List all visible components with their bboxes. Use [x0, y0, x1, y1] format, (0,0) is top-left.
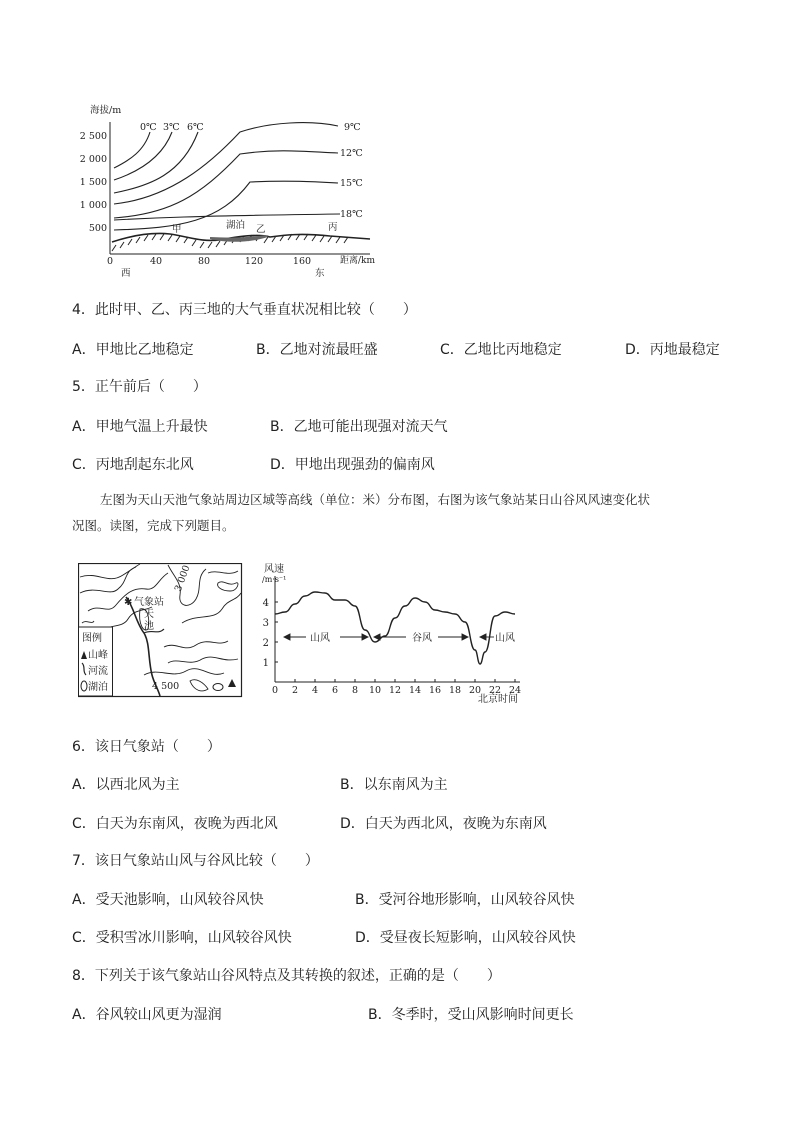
q8-option-a[interactable]: A．谷风较山风更为湿润 — [72, 1007, 222, 1023]
annotation-valley-wind: 谷风 — [412, 633, 432, 644]
contour-label-4500: 4 500 — [152, 681, 180, 692]
wind-speed-line — [275, 592, 515, 664]
x-tick: 120 — [244, 256, 264, 267]
x-axis-label: 距离/km — [340, 256, 376, 266]
y-axis-label: 海拔/m — [90, 105, 122, 116]
x-tick: 0 — [106, 256, 114, 267]
q6-option-c[interactable]: C．白天为东南风，夜晚为西北风 — [72, 816, 278, 832]
lake-name-2: 池 — [144, 621, 154, 632]
y-tick: 1 500 — [79, 177, 107, 188]
question-4-stem: 4．此时甲、乙、丙三地的大气垂直状况相比较（ ） — [72, 302, 417, 318]
x-tick-label: 0 — [271, 685, 279, 696]
terrain-hatching — [112, 234, 348, 251]
isotherm-label: 12℃ — [340, 148, 363, 159]
x-tick-label: 4 — [311, 685, 319, 696]
isotherm-label: 15℃ — [340, 178, 363, 189]
isotherm-label: 6℃ — [187, 122, 204, 133]
question-5-stem: 5．正午前后（ ） — [72, 379, 207, 395]
isotherm-label: 0℃ — [140, 122, 157, 133]
contour-map-figure — [78, 563, 243, 698]
x-tick-label: 8 — [351, 685, 359, 696]
question-7-stem: 7．该日气象站山风与谷风比较（ ） — [72, 853, 319, 869]
isotherm-3 — [114, 132, 172, 180]
station-marker: ✱ — [124, 597, 133, 608]
annotation-mountain-wind-1: 山风 — [310, 633, 330, 644]
q5-option-b[interactable]: B．乙地可能出现强对流天气 — [270, 419, 448, 435]
legend-peak-label: 山峰 — [88, 650, 108, 661]
question-6-stem: 6．该日气象站（ ） — [72, 739, 221, 755]
q5-option-a[interactable]: A．甲地气温上升最快 — [72, 419, 208, 435]
y-tick: 2 000 — [79, 154, 107, 165]
q6-option-a[interactable]: A．以西北风为主 — [72, 777, 180, 793]
q8-option-b[interactable]: B．冬季时，受山风影响时间更长 — [368, 1007, 574, 1023]
lake-name-1: 天 — [144, 609, 154, 620]
x-tick-label: 2 — [291, 685, 299, 696]
x-tick-label: 20 — [468, 685, 482, 696]
y-tick: 2 500 — [79, 131, 107, 142]
y-tick-label: 1 — [262, 658, 269, 669]
x-tick-label: 6 — [331, 685, 339, 696]
y-tick-label: 2 — [262, 638, 269, 649]
isotherm-0 — [114, 132, 150, 168]
q7-option-a[interactable]: A．受天池影响，山风较谷风快 — [72, 892, 264, 908]
isotherm-profile-figure — [70, 96, 400, 280]
intro-line-1: 左图为天山天池气象站周边区域等高线（单位：米）分布图，右图为该气象站某日山谷风风速变化状 — [100, 492, 651, 507]
q7-option-b[interactable]: B．受河谷地形影响，山风较谷风快 — [355, 892, 575, 908]
place-lake: 湖泊 — [226, 220, 246, 231]
place-yi: 乙 — [256, 224, 266, 235]
q4-option-a[interactable]: A．甲地比乙地稳定 — [72, 342, 194, 358]
chart-xlabel: 北京时间 — [478, 694, 518, 705]
q5-option-c[interactable]: C．丙地刮起东北风 — [72, 457, 194, 473]
q6-option-d[interactable]: D．白天为西北风，夜晚为东南风 — [340, 816, 547, 832]
intro-line-2: 况图。读图，完成下列题目。 — [72, 518, 235, 533]
q4-option-d[interactable]: D．丙地最稳定 — [625, 342, 720, 358]
place-bing: 丙 — [328, 222, 338, 233]
isotherm-label: 3℃ — [163, 122, 180, 133]
west-label: 西 — [121, 268, 131, 279]
x-tick-label: 16 — [428, 685, 442, 696]
y-tick-label: 4 — [262, 598, 269, 609]
annotation-mountain-wind-2: 山风 — [495, 633, 515, 644]
x-tick: 80 — [197, 256, 211, 267]
isotherm-6 — [114, 132, 198, 193]
q4-option-b[interactable]: B．乙地对流最旺盛 — [256, 342, 378, 358]
q4-option-c[interactable]: C．乙地比丙地稳定 — [440, 342, 562, 358]
q7-option-c[interactable]: C．受积雪冰川影响，山风较谷风快 — [72, 930, 292, 946]
y-tick-label: 3 — [262, 618, 269, 629]
chart-ylabel: 风速 — [264, 564, 284, 575]
x-tick-label: 12 — [388, 685, 402, 696]
small-lake-icon — [213, 684, 223, 691]
wind-speed-chart — [240, 560, 530, 705]
legend-lake-label: 湖泊 — [88, 682, 108, 693]
legend-lake-icon — [81, 681, 87, 691]
contour-label-3000: 3 000 — [172, 563, 193, 594]
chart-yunit: /m·s⁻¹ — [262, 575, 287, 584]
station-label: 气象站 — [134, 597, 164, 608]
q5-option-d[interactable]: D．甲地出现强劲的偏南风 — [270, 457, 435, 473]
x-tick-label: 14 — [408, 685, 422, 696]
x-tick-label: 18 — [448, 685, 462, 696]
place-jia: 甲 — [172, 224, 182, 235]
legend-title: 图例 — [82, 633, 102, 644]
y-tick: 500 — [88, 223, 107, 234]
isotherm-label: 9℃ — [344, 122, 361, 133]
isotherm-label: 18℃ — [340, 209, 363, 220]
x-tick-label: 24 — [508, 685, 522, 696]
x-tick-label: 10 — [368, 685, 382, 696]
q6-option-b[interactable]: B．以东南风为主 — [340, 777, 448, 793]
x-tick-label: 22 — [488, 685, 502, 696]
east-label: 东 — [315, 268, 325, 279]
legend-river-label: 河流 — [88, 666, 108, 677]
y-tick: 1 000 — [79, 200, 107, 211]
x-tick: 160 — [292, 256, 312, 267]
x-tick: 40 — [149, 256, 163, 267]
isotherm-12 — [114, 151, 338, 218]
question-8-stem: 8．下列关于该气象站山谷风特点及其转换的叙述，正确的是（ ） — [72, 968, 501, 984]
q7-option-d[interactable]: D．受昼夜长短影响，山风较谷风快 — [355, 930, 576, 946]
